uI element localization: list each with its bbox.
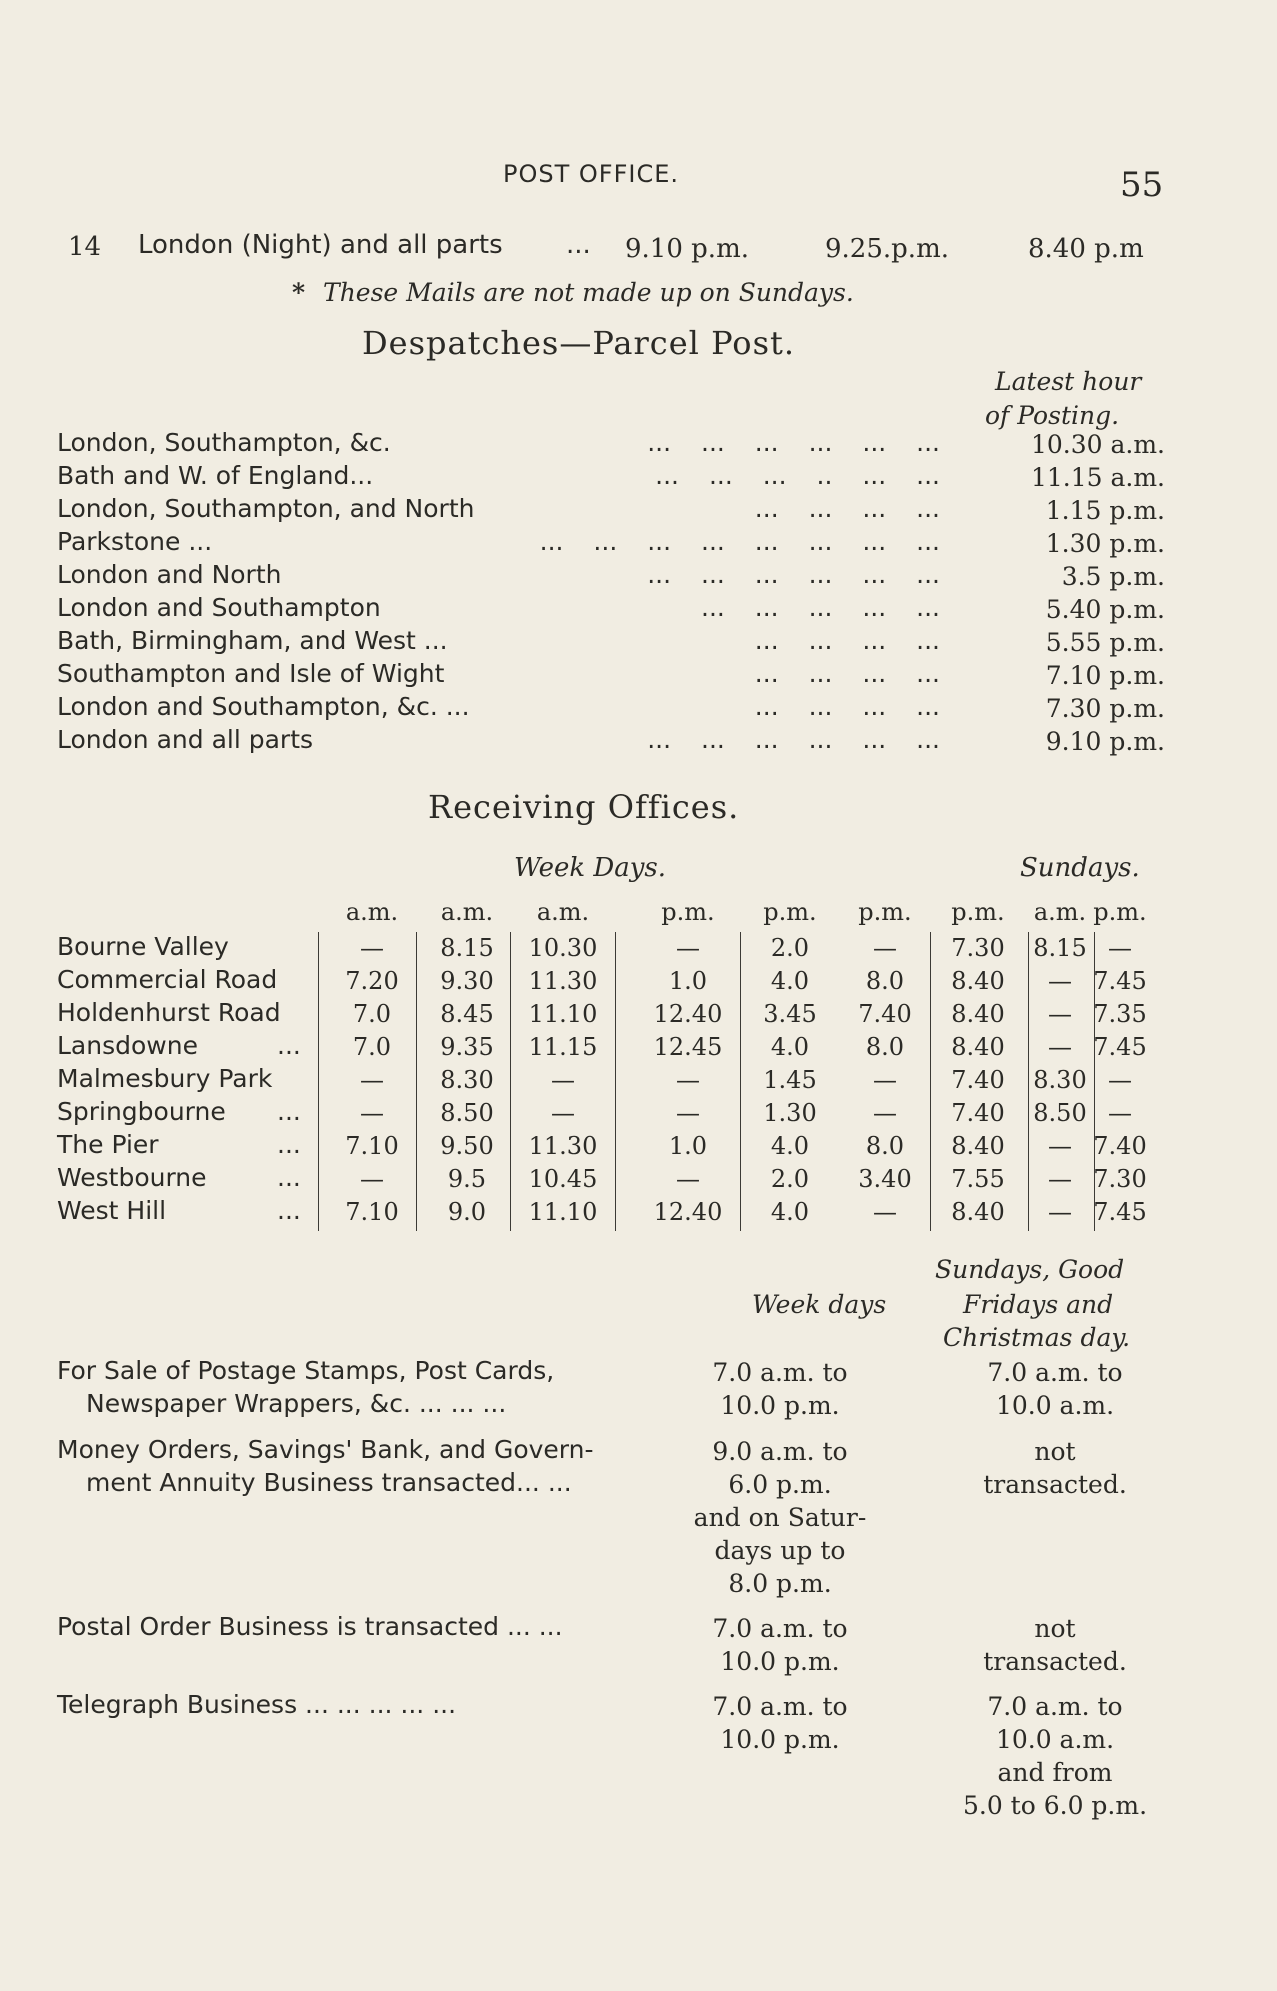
time-cell: 2.0 (770, 934, 810, 962)
time-cell: 8.30 (1033, 1066, 1087, 1094)
office-dots: ... (277, 1130, 301, 1159)
mail-time-3: 8.40 p.m (1028, 234, 1144, 264)
time-cell: 8.40 (951, 1000, 1005, 1028)
time-cell: 10.30 (528, 934, 598, 962)
business-sunday-hours: 10.0 a.m. (995, 1725, 1115, 1754)
time-cell: 4.0 (770, 1033, 810, 1061)
business-sunday-hours: 7.0 a.m. to (987, 1358, 1123, 1387)
office-dots: ... (277, 1031, 301, 1060)
parcel-row-name: London, Southampton, and North (57, 494, 475, 523)
footnote (292, 278, 854, 307)
time-cell: 11.10 (528, 1000, 598, 1028)
parcel-row-name: Bath, Birmingham, and West ... (57, 626, 448, 655)
time-cell: 8.45 (440, 1000, 494, 1028)
time-cell: 3.45 (763, 1000, 817, 1028)
business-desc-line: Postal Order Business is transacted ... ... (57, 1612, 563, 1641)
time-cell: 7.55 (951, 1165, 1005, 1193)
time-cell: 1.0 (668, 1132, 708, 1160)
time-cell: — (551, 1099, 575, 1127)
time-cell: 2.0 (770, 1165, 810, 1193)
parcel-row-name: London and Southampton (57, 593, 381, 622)
table-divider (930, 932, 931, 1231)
footnote-star: * (292, 278, 306, 307)
time-cell: — (360, 1165, 384, 1193)
business-desc-line: For Sale of Postage Stamps, Post Cards, (57, 1356, 555, 1385)
office-name: The Pier (57, 1130, 159, 1159)
business-week-hours: and on Satur- (693, 1503, 867, 1532)
time-cell: 7.45 (1093, 1033, 1147, 1061)
mail-number: 14 (68, 232, 102, 262)
time-cell: 10.45 (528, 1165, 598, 1193)
business-sundays-label-3: Christmas day. (943, 1323, 1131, 1352)
parcel-row-time: 1.15 p.m. (1045, 496, 1165, 525)
time-cell: 1.0 (668, 967, 708, 995)
business-sunday-hours: transacted. (983, 1470, 1127, 1499)
time-cell: 1.45 (763, 1066, 817, 1094)
time-cell: 1.30 (763, 1099, 817, 1127)
col-header: a.m. (1033, 898, 1087, 926)
business-week-hours: 7.0 a.m. to (712, 1692, 848, 1721)
business-week-hours: 7.0 a.m. to (712, 1358, 848, 1387)
time-cell: — (1108, 1099, 1132, 1127)
parcel-row-time: 9.10 p.m. (1045, 727, 1165, 756)
business-sunday-hours: 7.0 a.m. to (987, 1692, 1123, 1721)
business-desc-line: Newspaper Wrappers, &c. ... ... ... (86, 1389, 507, 1418)
time-cell: — (873, 1099, 897, 1127)
business-desc-line: Money Orders, Savings' Bank, and Govern- (57, 1435, 594, 1464)
mail-time-1: 9.10 p.m. (625, 234, 749, 264)
parcel-row-dots: ... ... ... ... (754, 692, 940, 721)
time-cell: 9.50 (440, 1132, 494, 1160)
table-divider (510, 932, 511, 1231)
business-sunday-hours: 10.0 a.m. (995, 1391, 1115, 1420)
time-cell: 12.40 (653, 1198, 723, 1226)
table-divider (416, 932, 417, 1231)
time-cell: — (1048, 1132, 1072, 1160)
office-name: Holdenhurst Road (57, 998, 281, 1027)
time-cell: — (360, 1066, 384, 1094)
time-cell: 7.10 (345, 1198, 399, 1226)
office-dots: ... (277, 1163, 301, 1192)
time-cell: — (873, 934, 897, 962)
time-cell: 7.40 (858, 1000, 912, 1028)
time-cell: 7.40 (951, 1066, 1005, 1094)
office-name: Springbourne (57, 1097, 226, 1126)
time-cell: — (1048, 967, 1072, 995)
table-divider (615, 932, 616, 1231)
business-week-hours: 10.0 p.m. (720, 1391, 840, 1420)
business-sunday-hours: not (1034, 1437, 1076, 1466)
footnote-text: These Mails are not made up on Sundays. (323, 278, 854, 307)
time-cell: 7.30 (1093, 1165, 1147, 1193)
parcel-row-name: Southampton and Isle of Wight (57, 659, 445, 688)
time-cell: 12.45 (653, 1033, 723, 1061)
time-cell: — (360, 1099, 384, 1127)
office-name: Malmesbury Park (57, 1064, 273, 1093)
time-cell: 8.15 (440, 934, 494, 962)
time-cell: 7.45 (1093, 1198, 1147, 1226)
business-sunday-hours: 5.0 to 6.0 p.m. (962, 1791, 1148, 1820)
business-week-days-label: Week days (752, 1290, 887, 1319)
time-cell: 8.0 (865, 1132, 905, 1160)
business-week-hours: 9.0 a.m. to (712, 1437, 848, 1466)
office-name: Westbourne (57, 1163, 207, 1192)
business-week-hours: 8.0 p.m. (728, 1569, 832, 1598)
time-cell: 7.45 (1093, 967, 1147, 995)
business-week-hours: 7.0 a.m. to (712, 1614, 848, 1643)
parcel-row-dots: ... ... ... ... (754, 494, 940, 523)
time-cell: 4.0 (770, 1132, 810, 1160)
parcel-post-heading: Despatches—Parcel Post. (362, 324, 796, 362)
receiving-offices-heading: Receiving Offices. (428, 788, 740, 826)
parcel-row-name: London and Southampton, &c. ... (57, 692, 470, 721)
of-posting-label: of Posting. (985, 401, 1120, 430)
parcel-row-name: Bath and W. of England... (57, 461, 374, 490)
col-header: p.m. (858, 898, 912, 926)
parcel-row-name: London and North (57, 560, 282, 589)
business-desc-line: ment Annuity Business transacted... ... (86, 1468, 572, 1497)
time-cell: 11.15 (528, 1033, 598, 1061)
parcel-row-time: 5.40 p.m. (1045, 595, 1165, 624)
col-header: p.m. (661, 898, 715, 926)
time-cell: 8.40 (951, 1033, 1005, 1061)
time-cell: — (873, 1198, 897, 1226)
time-cell: 9.35 (440, 1033, 494, 1061)
business-week-hours: 10.0 p.m. (720, 1647, 840, 1676)
office-dots: ... (277, 1196, 301, 1225)
time-cell: 7.10 (345, 1132, 399, 1160)
parcel-row-name: Parkstone ... (57, 527, 213, 556)
parcel-row-dots: ... ... ... ... ... ... (647, 725, 940, 754)
office-dots: ... (277, 1097, 301, 1126)
time-cell: — (1048, 1000, 1072, 1028)
time-cell: 7.30 (951, 934, 1005, 962)
time-cell: — (1048, 1033, 1072, 1061)
time-cell: — (676, 1165, 700, 1193)
mail-dots: ... (566, 230, 591, 260)
office-name: Commercial Road (57, 965, 278, 994)
parcel-row-dots: ... ... ... ... (754, 626, 940, 655)
time-cell: — (873, 1066, 897, 1094)
time-cell: — (1108, 1066, 1132, 1094)
latest-hour-label: Latest hour (995, 367, 1142, 396)
time-cell: 9.5 (447, 1165, 487, 1193)
time-cell: 4.0 (770, 967, 810, 995)
col-header: p.m. (951, 898, 1005, 926)
col-header: p.m. (763, 898, 817, 926)
business-sunday-hours: not (1034, 1614, 1076, 1643)
business-week-hours: 10.0 p.m. (720, 1725, 840, 1754)
week-days-label: Week Days. (514, 853, 667, 883)
time-cell: — (676, 1099, 700, 1127)
parcel-row-time: 5.55 p.m. (1045, 628, 1165, 657)
office-name: West Hill (57, 1196, 167, 1225)
time-cell: — (1108, 934, 1132, 962)
time-cell: 7.0 (352, 1033, 392, 1061)
time-cell: — (676, 1066, 700, 1094)
mail-place: London (Night) and all parts (138, 230, 503, 260)
parcel-row-time: 3.5 p.m. (1061, 562, 1165, 591)
time-cell: 8.0 (865, 967, 905, 995)
page-number: 55 (1120, 165, 1164, 205)
time-cell: 7.40 (951, 1099, 1005, 1127)
col-header: a.m. (345, 898, 399, 926)
time-cell: 8.30 (440, 1066, 494, 1094)
time-cell: — (551, 1066, 575, 1094)
col-header: a.m. (440, 898, 494, 926)
time-cell: 8.40 (951, 967, 1005, 995)
business-desc-line: Telegraph Business ... ... ... ... ... (57, 1690, 457, 1719)
running-title: POST OFFICE. (503, 160, 680, 188)
time-cell: 7.35 (1093, 1000, 1147, 1028)
parcel-row-time: 1.30 p.m. (1045, 529, 1165, 558)
parcel-row-name: London, Southampton, &c. (57, 428, 391, 457)
mail-time-2: 9.25.p.m. (825, 234, 949, 264)
time-cell: 4.0 (770, 1198, 810, 1226)
parcel-row-time: 10.30 a.m. (1030, 430, 1165, 459)
parcel-row-time: 11.15 a.m. (1030, 463, 1165, 492)
parcel-row-dots: ... ... ... ... ... (701, 593, 940, 622)
business-week-hours: days up to (714, 1536, 846, 1565)
col-header: p.m. (1093, 898, 1147, 926)
time-cell: 9.30 (440, 967, 494, 995)
business-sundays-label-2: Fridays and (963, 1290, 1114, 1319)
table-divider (740, 932, 741, 1231)
business-week-hours: 6.0 p.m. (728, 1470, 832, 1499)
business-sundays-label-1: Sundays, Good (935, 1255, 1125, 1284)
time-cell: 8.50 (440, 1099, 494, 1127)
time-cell: — (1048, 1165, 1072, 1193)
time-cell: 7.0 (352, 1000, 392, 1028)
time-cell: — (1048, 1198, 1072, 1226)
time-cell: 7.20 (345, 967, 399, 995)
time-cell: 7.40 (1093, 1132, 1147, 1160)
parcel-row-time: 7.30 p.m. (1045, 694, 1165, 723)
time-cell: 11.30 (528, 967, 598, 995)
parcel-row-dots: ... ... ... ... ... ... ... ... (539, 527, 940, 556)
parcel-row-dots: ... ... ... ... (754, 659, 940, 688)
sundays-label: Sundays. (1020, 853, 1140, 883)
parcel-row-dots: ... ... ... .. ... ... (655, 461, 940, 490)
parcel-row-time: 7.10 p.m. (1045, 661, 1165, 690)
time-cell: 8.0 (865, 1033, 905, 1061)
time-cell: — (360, 934, 384, 962)
table-divider (1028, 932, 1029, 1231)
parcel-row-dots: ... ... ... ... ... ... (647, 428, 940, 457)
office-name: Bourne Valley (57, 932, 229, 961)
time-cell: 11.30 (528, 1132, 598, 1160)
business-sunday-hours: and from (997, 1758, 1113, 1787)
table-divider (1094, 932, 1095, 1231)
time-cell: — (676, 934, 700, 962)
business-sunday-hours: transacted. (983, 1647, 1127, 1676)
office-name: Lansdowne (57, 1031, 198, 1060)
table-divider (318, 932, 319, 1231)
time-cell: 3.40 (858, 1165, 912, 1193)
time-cell: 9.0 (447, 1198, 487, 1226)
time-cell: 11.10 (528, 1198, 598, 1226)
time-cell: 12.40 (653, 1000, 723, 1028)
time-cell: 8.40 (951, 1198, 1005, 1226)
time-cell: 8.50 (1033, 1099, 1087, 1127)
time-cell: 8.15 (1033, 934, 1087, 962)
col-header: a.m. (536, 898, 590, 926)
time-cell: 8.40 (951, 1132, 1005, 1160)
parcel-row-name: London and all parts (57, 725, 314, 754)
parcel-row-dots: ... ... ... ... ... ... (647, 560, 940, 589)
